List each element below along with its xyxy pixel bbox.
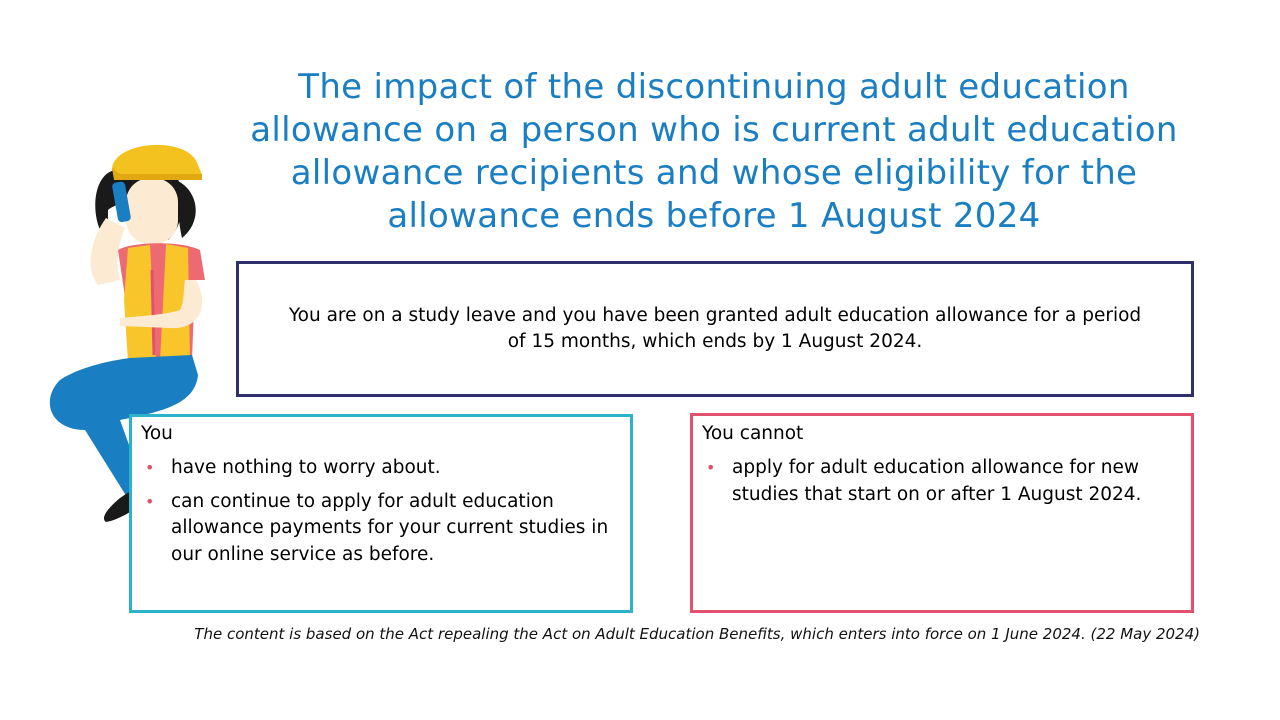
list-item xyxy=(141,489,620,569)
you-cannot-box xyxy=(690,413,1194,613)
list-item-text: can continue to apply for adult education allowance payments for your current studies in our online service as before. xyxy=(171,490,609,565)
you-cannot-heading: You cannot xyxy=(702,423,804,444)
you-can-list xyxy=(141,455,620,568)
bullet-icon: • xyxy=(706,458,716,477)
bullet-icon: • xyxy=(145,458,155,477)
list-item xyxy=(141,455,620,482)
scenario-box xyxy=(236,261,1194,397)
list-item-text: have nothing to worry about. xyxy=(171,457,441,478)
bullet-icon: • xyxy=(145,491,155,511)
page-title: The impact of the discontinuing adult education allowance on a person who is current adult education allowance recipients and whose eligibility for the allowance ends before 1 August 2024 xyxy=(250,67,1178,236)
you-cannot-list xyxy=(702,455,1181,508)
footnote: The content is based on the Act repealing the Act on Adult Education Benefits, which enters into force on 1 June 2024. (22 May 2024) xyxy=(194,625,1200,643)
list-item xyxy=(702,455,1181,508)
scenario-text: You are on a study leave and you have been granted adult education allowance for a period of 15 months, which ends by 1 August 2024. xyxy=(288,305,1142,352)
you-can-heading: You xyxy=(141,423,173,444)
list-item-text: apply for adult education allowance for new studies that start on or after 1 August 2024. xyxy=(732,457,1142,505)
you-can-box xyxy=(129,414,633,613)
